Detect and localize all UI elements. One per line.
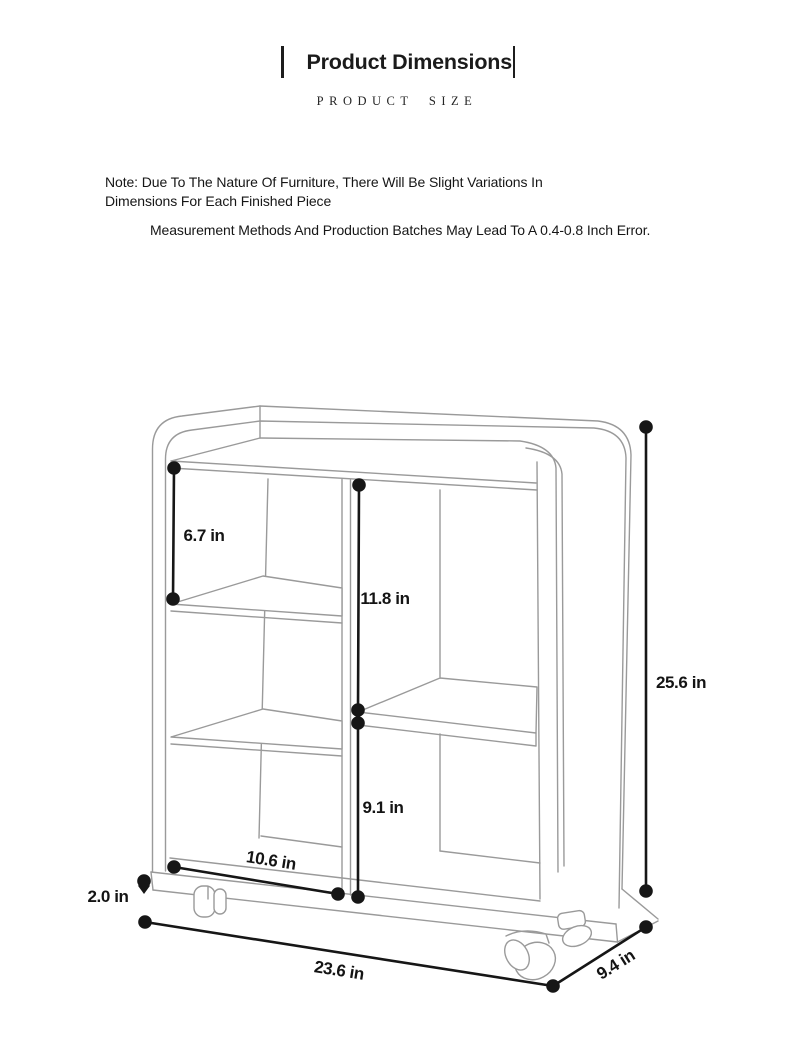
note-text-line-1: Note: Due To The Nature Of Furniture, There Will Be Slight Variations In bbox=[105, 174, 543, 190]
caster-back-right bbox=[557, 910, 595, 951]
dimension-label-top-left-cubby: 6.7 in bbox=[183, 526, 225, 545]
dimension-label-right-upper-cubby: 11.8 in bbox=[360, 589, 410, 608]
caster-front-left bbox=[194, 886, 215, 917]
dimension-label-left-cubby-width: 10.6 in bbox=[244, 847, 298, 874]
dim-line-6-7 bbox=[173, 468, 174, 599]
furniture-line-art bbox=[151, 406, 658, 987]
dimension-label-overall-depth: 9.4 in bbox=[593, 945, 639, 984]
dimension-label-right-lower-cubby: 9.1 in bbox=[362, 798, 404, 817]
dimension-label-overall-height: 25.6 in bbox=[655, 673, 707, 692]
note-text-line-2: Dimensions For Each Finished Piece bbox=[105, 193, 332, 209]
page-subtitle: PRODUCT SIZE bbox=[316, 94, 478, 108]
dimension-label-overall-width: 23.6 in bbox=[312, 957, 366, 984]
note-text-line-3: Measurement Methods And Production Batches May Lead To A 0.4-0.8 Inch Error. bbox=[150, 222, 651, 238]
dimension-label-caster-height: 2.0 in bbox=[87, 887, 129, 906]
page-title: Product Dimensions bbox=[306, 50, 512, 74]
dim-line-11-8 bbox=[358, 485, 359, 710]
